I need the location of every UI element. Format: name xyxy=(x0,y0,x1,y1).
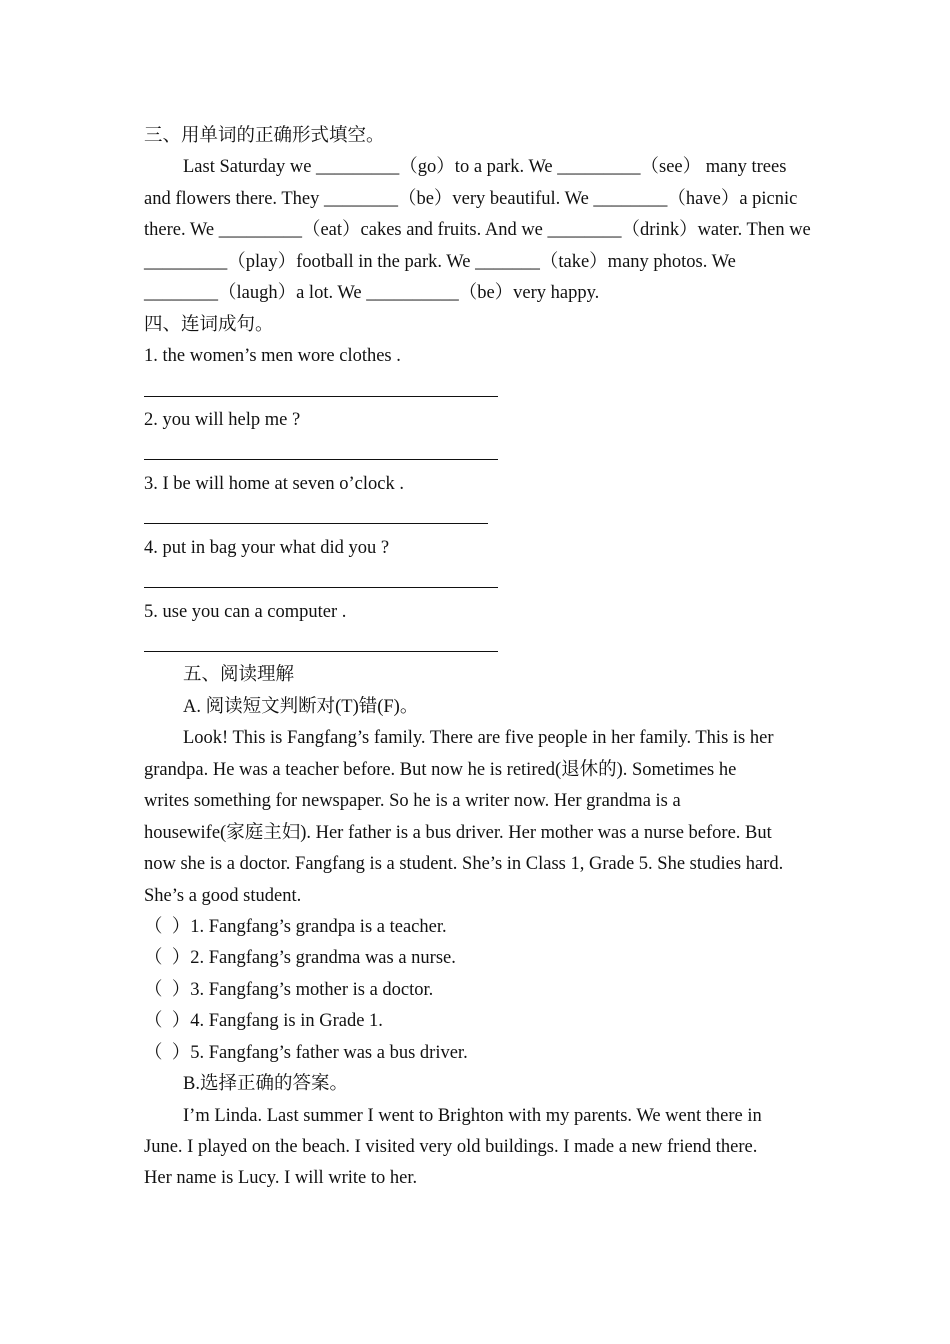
question-text: 5. Fangfang’s father was a bus driver. xyxy=(190,1042,468,1063)
question-text: 2. Fangfang’s grandma was a nurse. xyxy=(190,948,456,969)
passage-line: grandpa. He was a teacher before. But now he is retired(退休的). Sometimes he xyxy=(144,759,737,780)
fill-blank-line: Last Saturday we _________（go）to a park. We _________（see） many trees xyxy=(183,157,787,178)
passage-line: Look! This is Fangfang’s family. There are five people in her family. This is her xyxy=(183,728,774,749)
scrambled-sentence: 1. the women’s men wore clothes . xyxy=(144,346,401,367)
worksheet-page xyxy=(144,121,814,1195)
answer-line xyxy=(144,628,498,652)
answer-line xyxy=(144,564,498,588)
true-false-question xyxy=(144,943,814,974)
scrambled-sentence: 5. use you can a computer . xyxy=(144,601,347,622)
answer-bracket[interactable]: （ ） xyxy=(144,979,191,1000)
scrambled-sentence: 2. you will help me ? xyxy=(144,409,301,430)
passage-line: I’m Linda. Last summer I went to Brighton with my parents. We went there in xyxy=(183,1105,762,1126)
question-text: 1. Fangfang’s grandpa is a teacher. xyxy=(190,916,447,937)
section-3-heading: 三、用单词的正确形式填空。 xyxy=(144,126,385,146)
true-false-question xyxy=(144,1038,814,1069)
part-b-heading: B.选择正确的答案。 xyxy=(183,1074,348,1095)
passage-line: housewife(家庭主妇). Her father is a bus driver. Her mother was a nurse before. But xyxy=(144,822,772,843)
answer-line xyxy=(144,373,498,397)
passage-line: She’s a good student. xyxy=(144,885,302,906)
fill-blank-line: ________（laugh）a lot. We __________（be）very happy. xyxy=(144,283,600,304)
scrambled-sentence: 3. I be will home at seven o’clock . xyxy=(144,473,404,494)
passage-line: June. I played on the beach. I visited very old buildings. I made a new friend there. xyxy=(144,1137,758,1157)
part-a-heading: A. 阅读短文判断对(T)错(F)。 xyxy=(183,696,419,717)
true-false-question xyxy=(144,1006,814,1037)
true-false-question xyxy=(144,912,814,943)
question-text: 4. Fangfang is in Grade 1. xyxy=(190,1011,383,1032)
section-5-heading: 五、阅读理解 xyxy=(183,665,295,686)
passage-line: writes something for newspaper. So he is a writer now. Her grandma is a xyxy=(144,791,681,812)
fill-blank-line: there. We _________（eat）cakes and fruits. And we ________（drink）water. Then we xyxy=(144,220,811,241)
question-text: 3. Fangfang’s mother is a doctor. xyxy=(190,979,434,1000)
fill-blank-line: and flowers there. They ________（be）very beautiful. We ________（have）a picnic xyxy=(144,188,798,209)
answer-bracket[interactable]: （ ） xyxy=(144,916,191,937)
answer-bracket[interactable]: （ ） xyxy=(144,1011,191,1032)
answer-bracket[interactable]: （ ） xyxy=(144,948,191,969)
scrambled-sentence: 4. put in bag your what did you ? xyxy=(144,537,390,558)
section-4-heading: 四、连词成句。 xyxy=(144,314,274,335)
passage-line: now she is a doctor. Fangfang is a student. She’s in Class 1, Grade 5. She studies hard. xyxy=(144,854,784,875)
fill-blank-line: _________（play）football in the park. We _______（take）many photos. We xyxy=(144,251,736,272)
true-false-question xyxy=(144,975,814,1006)
answer-bracket[interactable]: （ ） xyxy=(144,1042,191,1063)
passage-line: Her name is Lucy. I will write to her. xyxy=(144,1168,418,1189)
answer-line xyxy=(144,436,498,460)
answer-line xyxy=(144,500,488,524)
